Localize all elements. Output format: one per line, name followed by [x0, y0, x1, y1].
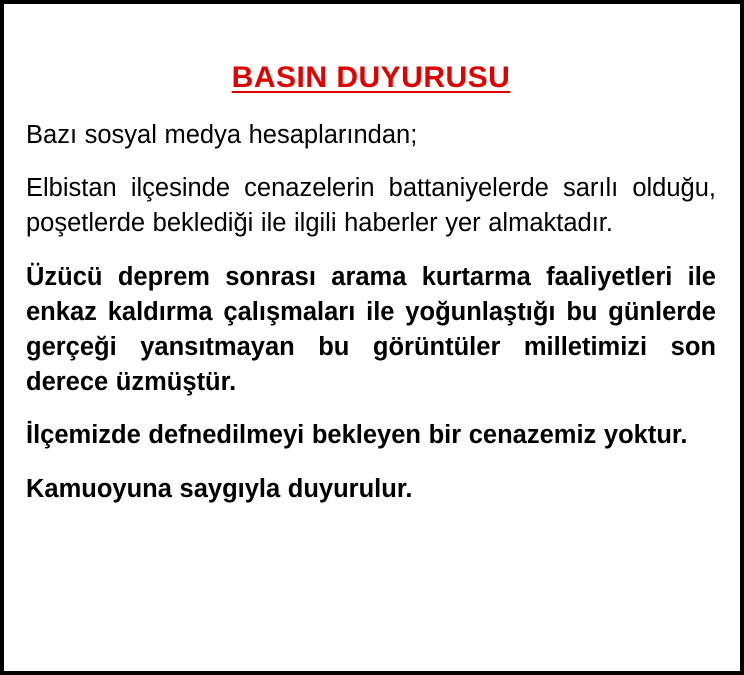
page-title: BASIN DUYURUSU	[231, 61, 511, 94]
paragraph-claim: Elbistan ilçesinde cenazelerin battaniyelerde sarılı olduğu, poşetlerde beklediği ile ilgili haberler yer almaktadır.	[26, 174, 716, 238]
paragraph-response: Üzücü deprem sonrası arama kurtarma faaliyetleri ile enkaz kaldırma çalışmaları ile yoğunlaştığı bu günlerde gerçeği yansıtmayan bu görüntüler milletimizi son derece üzmüştür.	[26, 262, 716, 397]
paragraph-intro: Bazı sosyal medya hesaplarından;	[26, 121, 418, 149]
paragraph-closing: Kamuoyuna saygıyla duyurulur.	[26, 474, 413, 503]
paragraph-statement: İlçemizde defnedilmeyi bekleyen bir cenazemiz yoktur.	[26, 421, 688, 450]
